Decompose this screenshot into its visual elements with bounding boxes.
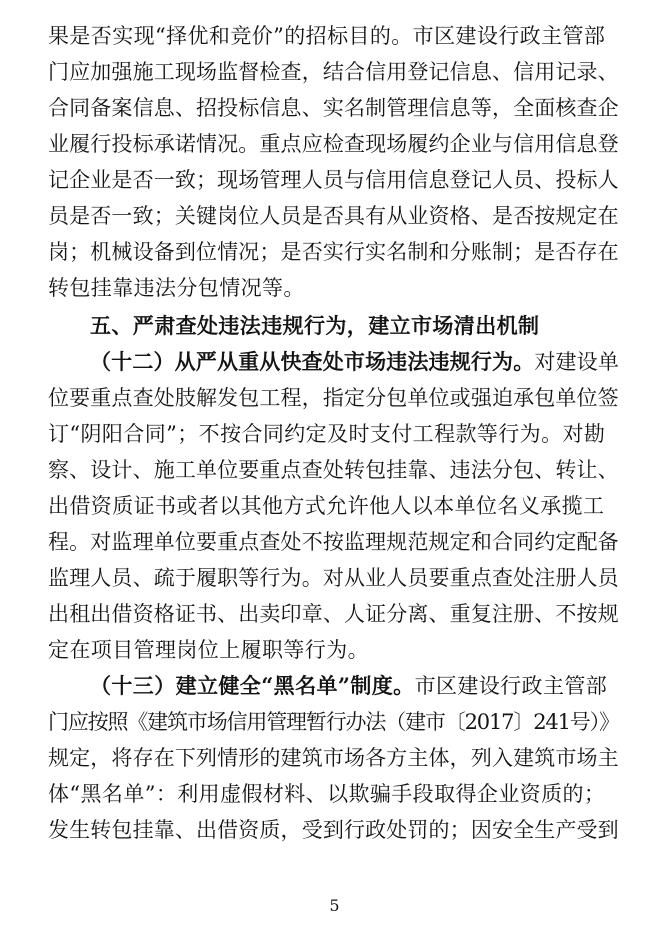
text-line (48, 560, 619, 596)
text-line (48, 452, 619, 488)
text-line (48, 18, 619, 54)
text-line (90, 668, 619, 704)
text-line (48, 488, 619, 524)
text-segment: 门应按照《建筑市场信用管理暂行办法（建市〔2017〕241号）》 (48, 710, 619, 734)
text-segment: 对建设单 (534, 350, 619, 374)
text-segment: 监理人员、疏于履职等行为。对从业人员要重点查处注册人员 (48, 566, 619, 590)
text-segment: 员是否一致；关键岗位人员是否具有从业资格、是否按规定在 (48, 204, 619, 228)
text-segment: 定在项目管理岗位上履职等行为。 (48, 638, 369, 662)
text-segment: 体“黑名单”：利用虚假材料、以欺骗手段取得企业资质的； (48, 782, 606, 806)
bold-text-segment: 五、严肃查处违法违规行为，建立市场清出机制 (90, 313, 540, 338)
bold-text-segment: （十二）从严从重从快查处市场违法违规行为。 (90, 349, 535, 374)
text-line (48, 524, 619, 560)
text-line (48, 632, 619, 668)
text-line (48, 90, 619, 126)
text-line (48, 776, 619, 812)
text-line (48, 416, 619, 452)
text-segment: 岗；机械设备到位情况；是否实行实名制和分账制；是否存在 (48, 240, 619, 264)
text-segment: 程。对监理单位要重点查处不按监理规范规定和合同约定配备 (48, 530, 619, 554)
text-segment: 业履行投标承诺情况。重点应检查现场履约企业与信用信息登 (48, 132, 619, 156)
text-line (48, 198, 619, 234)
text-segment: 位要重点查处肢解发包工程，指定分包单位或强迫承包单位签 (48, 386, 619, 410)
text-line (48, 270, 619, 306)
text-line (48, 380, 619, 416)
text-segment: 察、设计、施工单位要重点查处转包挂靠、违法分包、转让、 (48, 458, 619, 482)
page-number: 5 (329, 896, 340, 915)
text-segment: 果是否实现“择优和竞价”的招标目的。市区建设行政主管部 (48, 24, 606, 48)
text-line (48, 162, 619, 198)
text-line (48, 812, 619, 848)
text-segment: 记企业是否一致；现场管理人员与信用信息登记人员、投标人 (48, 168, 619, 192)
text-line (48, 596, 619, 632)
text-line (48, 54, 619, 90)
text-segment: 转包挂靠违法分包情况等。 (48, 276, 305, 300)
text-segment: 门应加强施工现场监督检查，结合信用登记信息、信用记录、 (48, 60, 619, 84)
text-line (48, 740, 619, 776)
text-segment: 出借资质证书或者以其他方式允许他人以本单位名义承揽工 (48, 494, 605, 518)
text-line (48, 704, 619, 740)
text-line (90, 344, 619, 380)
text-segment: 规定，将存在下列情形的建筑市场各方主体，列入建筑市场主 (48, 746, 619, 770)
text-segment: 订“阴阳合同”；不按合同约定及时支付工程款等行为。对勘 (48, 422, 606, 446)
text-line (90, 308, 661, 344)
text-segment: 市区建设行政主管部 (414, 674, 608, 698)
text-segment: 发生转包挂靠、出借资质，受到行政处罚的；因安全生产受到 (48, 818, 619, 842)
bold-text-segment: （十三）建立健全“黑名单”制度。 (90, 673, 415, 698)
text-line (48, 234, 619, 270)
text-line (48, 126, 619, 162)
text-segment: 出租出借资格证书、出卖印章、人证分离、重复注册、不按规 (48, 602, 619, 626)
text-segment: 合同备案信息、招投标信息、实名制管理信息等，全面核查企 (48, 96, 619, 120)
